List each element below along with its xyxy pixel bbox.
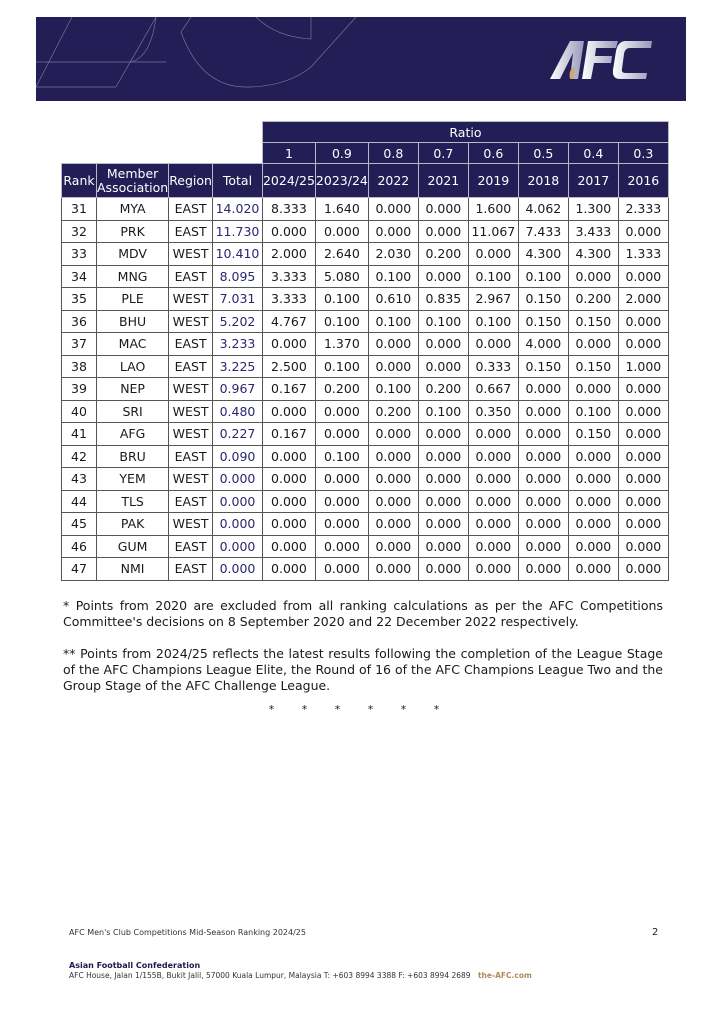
table-row (62, 265, 669, 288)
season-points-cell: 7.433 (518, 220, 568, 243)
season-points-cell: 4.000 (518, 333, 568, 356)
season-points-cell: 0.100 (315, 310, 368, 333)
season-points-cell: 0.000 (568, 558, 618, 581)
season-points-cell: 5.080 (315, 265, 368, 288)
page-number: 2 (652, 927, 659, 938)
col-season: 2016 (618, 164, 668, 198)
total-cell: 0.000 (212, 490, 262, 513)
season-points-cell: 0.000 (418, 355, 468, 378)
table-row (62, 378, 669, 401)
season-points-cell: 2.333 (618, 198, 668, 221)
season-points-cell: 0.000 (618, 468, 668, 491)
season-points-cell: 0.000 (315, 513, 368, 536)
member-association-cell: PAK (97, 513, 169, 536)
season-points-cell: 0.000 (518, 423, 568, 446)
season-points-cell: 0.610 (368, 288, 418, 311)
season-points-cell: 0.000 (418, 513, 468, 536)
season-points-cell: 0.000 (368, 423, 418, 446)
season-points-cell: 0.000 (418, 445, 468, 468)
footer-address (69, 971, 532, 980)
season-points-cell: 0.000 (568, 513, 618, 536)
season-points-cell: 0.000 (518, 400, 568, 423)
member-association-cell: GUM (97, 535, 169, 558)
region-cell: EAST (169, 558, 213, 581)
col-season: 2019 (468, 164, 518, 198)
season-points-cell: 0.000 (568, 265, 618, 288)
season-points-cell: 0.000 (368, 198, 418, 221)
season-points-cell: 2.000 (618, 288, 668, 311)
season-points-cell: 0.000 (315, 220, 368, 243)
region-cell: EAST (169, 198, 213, 221)
season-points-cell: 0.150 (568, 310, 618, 333)
season-points-cell: 0.000 (262, 513, 315, 536)
rank-cell: 40 (62, 400, 97, 423)
table-row (62, 310, 669, 333)
season-points-cell: 0.000 (315, 468, 368, 491)
season-points-cell: 0.000 (468, 468, 518, 491)
total-cell: 0.000 (212, 558, 262, 581)
col-region: Region (169, 164, 213, 198)
member-association-cell: MAC (97, 333, 169, 356)
season-points-cell: 0.100 (368, 265, 418, 288)
season-points-cell: 0.100 (418, 310, 468, 333)
season-points-cell: 0.150 (518, 310, 568, 333)
rank-cell: 33 (62, 243, 97, 266)
rank-cell: 32 (62, 220, 97, 243)
header-banner (36, 17, 686, 101)
season-points-cell: 0.000 (262, 558, 315, 581)
season-points-cell: 0.350 (468, 400, 518, 423)
season-points-cell: 0.000 (518, 468, 568, 491)
table-row (62, 355, 669, 378)
ratio-cell: 0.8 (368, 143, 418, 164)
col-member-association: Member Association (97, 164, 169, 198)
season-points-cell: 8.333 (262, 198, 315, 221)
season-points-cell: 3.433 (568, 220, 618, 243)
table-row (62, 513, 669, 536)
season-points-cell: 0.000 (368, 445, 418, 468)
season-points-cell: 0.000 (368, 513, 418, 536)
season-points-cell: 0.100 (568, 400, 618, 423)
season-points-cell: 0.000 (262, 535, 315, 558)
region-cell: WEST (169, 288, 213, 311)
season-points-cell: 0.200 (368, 400, 418, 423)
member-association-cell: PRK (97, 220, 169, 243)
total-cell: 0.227 (212, 423, 262, 446)
season-points-cell: 2.967 (468, 288, 518, 311)
table-row (62, 490, 669, 513)
ratio-cell: 0.7 (418, 143, 468, 164)
col-rank: Rank (62, 164, 97, 198)
season-points-cell: 11.067 (468, 220, 518, 243)
season-points-cell: 0.100 (518, 265, 568, 288)
total-cell: 3.233 (212, 333, 262, 356)
total-cell: 0.000 (212, 468, 262, 491)
season-points-cell: 0.000 (418, 220, 468, 243)
season-points-cell: 0.000 (618, 535, 668, 558)
season-points-cell: 2.000 (262, 243, 315, 266)
season-points-cell: 0.000 (618, 490, 668, 513)
season-points-cell: 0.000 (315, 558, 368, 581)
season-points-cell: 0.000 (262, 490, 315, 513)
table-row (62, 198, 669, 221)
member-association-cell: TLS (97, 490, 169, 513)
footer-website-link[interactable]: the-AFC.com (477, 971, 532, 980)
total-cell: 3.225 (212, 355, 262, 378)
total-cell: 0.000 (212, 513, 262, 536)
rank-cell: 41 (62, 423, 97, 446)
season-points-cell: 0.000 (418, 198, 468, 221)
season-points-cell: 0.000 (368, 355, 418, 378)
rank-cell: 45 (62, 513, 97, 536)
season-points-cell: 0.333 (468, 355, 518, 378)
season-points-cell: 0.000 (518, 513, 568, 536)
total-cell: 0.000 (212, 535, 262, 558)
region-cell: WEST (169, 243, 213, 266)
season-points-cell: 0.000 (468, 333, 518, 356)
season-points-cell: 0.000 (315, 400, 368, 423)
member-association-cell: NEP (97, 378, 169, 401)
season-points-cell: 0.000 (315, 490, 368, 513)
season-points-cell: 0.000 (618, 513, 668, 536)
ratio-cell: 0.5 (518, 143, 568, 164)
rank-cell: 38 (62, 355, 97, 378)
season-points-cell: 0.000 (518, 558, 568, 581)
rank-cell: 42 (62, 445, 97, 468)
total-cell: 5.202 (212, 310, 262, 333)
season-points-cell: 0.100 (418, 400, 468, 423)
table-row (62, 423, 669, 446)
region-cell: WEST (169, 423, 213, 446)
rank-cell: 44 (62, 490, 97, 513)
season-points-cell: 2.030 (368, 243, 418, 266)
season-points-cell: 0.000 (468, 535, 518, 558)
total-cell: 7.031 (212, 288, 262, 311)
table-body (62, 198, 669, 581)
ratio-cell: 0.6 (468, 143, 518, 164)
table-row (62, 445, 669, 468)
table-row (62, 333, 669, 356)
season-points-cell: 1.300 (568, 198, 618, 221)
season-points-cell: 0.000 (368, 558, 418, 581)
season-points-cell: 0.000 (315, 535, 368, 558)
season-points-cell: 0.150 (568, 355, 618, 378)
rank-cell: 43 (62, 468, 97, 491)
season-points-cell: 0.000 (418, 265, 468, 288)
season-points-cell: 0.000 (262, 220, 315, 243)
table-row (62, 243, 669, 266)
season-points-cell: 0.200 (315, 378, 368, 401)
ratio-group-header-row (62, 122, 669, 143)
season-points-cell: 0.000 (262, 445, 315, 468)
col-season: 2018 (518, 164, 568, 198)
season-points-cell: 4.300 (518, 243, 568, 266)
season-points-cell: 0.150 (568, 423, 618, 446)
season-points-cell: 0.000 (618, 445, 668, 468)
season-points-cell: 0.000 (262, 400, 315, 423)
season-points-cell: 0.000 (418, 333, 468, 356)
rank-cell: 34 (62, 265, 97, 288)
ranking-table (61, 121, 669, 581)
member-association-cell: MDV (97, 243, 169, 266)
table-row (62, 400, 669, 423)
season-points-cell: 0.000 (618, 310, 668, 333)
season-points-cell: 4.062 (518, 198, 568, 221)
season-points-cell: 0.000 (618, 265, 668, 288)
member-association-cell: PLE (97, 288, 169, 311)
column-header-row (62, 164, 669, 198)
rank-cell: 39 (62, 378, 97, 401)
season-points-cell: 0.100 (468, 265, 518, 288)
region-cell: WEST (169, 513, 213, 536)
member-association-cell: BRU (97, 445, 169, 468)
total-cell: 0.967 (212, 378, 262, 401)
season-points-cell: 0.000 (418, 558, 468, 581)
region-cell: EAST (169, 355, 213, 378)
season-points-cell: 0.000 (618, 558, 668, 581)
season-points-cell: 0.000 (518, 535, 568, 558)
season-points-cell: 0.100 (368, 310, 418, 333)
season-points-cell: 0.000 (518, 445, 568, 468)
total-cell: 10.410 (212, 243, 262, 266)
table-row (62, 220, 669, 243)
region-cell: EAST (169, 445, 213, 468)
rank-cell: 35 (62, 288, 97, 311)
season-points-cell: 0.835 (418, 288, 468, 311)
section-separator: * * * * * * (268, 703, 452, 716)
footer-document-title: AFC Men's Club Competitions Mid-Season Ranking 2024/25 (69, 928, 306, 937)
season-points-cell: 0.000 (418, 423, 468, 446)
season-points-cell: 4.767 (262, 310, 315, 333)
season-points-cell: 0.000 (468, 490, 518, 513)
member-association-cell: LAO (97, 355, 169, 378)
season-points-cell: 3.333 (262, 265, 315, 288)
member-association-cell: BHU (97, 310, 169, 333)
season-points-cell: 1.000 (618, 355, 668, 378)
season-points-cell: 0.000 (518, 378, 568, 401)
rank-cell: 46 (62, 535, 97, 558)
season-points-cell: 0.000 (468, 423, 518, 446)
ratio-group-header: Ratio (262, 122, 668, 143)
ratio-values-row (62, 143, 669, 164)
season-points-cell: 1.333 (618, 243, 668, 266)
rank-cell: 31 (62, 198, 97, 221)
footnote-2024-25-points: ** Points from 2024/25 reflects the latest results following the completion of the League Stage of the AFC Champions League Elite, the Round of 16 of the AFC Champions League Two and the Group Stage of the AFC Challenge League. (63, 646, 663, 693)
season-points-cell: 4.300 (568, 243, 618, 266)
ratio-cell: 1 (262, 143, 315, 164)
region-cell: EAST (169, 333, 213, 356)
season-points-cell: 0.000 (418, 490, 468, 513)
rank-cell: 47 (62, 558, 97, 581)
member-association-cell: NMI (97, 558, 169, 581)
season-points-cell: 0.000 (618, 400, 668, 423)
col-season: 2024/25 (262, 164, 315, 198)
region-cell: WEST (169, 378, 213, 401)
season-points-cell: 0.000 (568, 535, 618, 558)
ratio-cell: 0.3 (618, 143, 668, 164)
col-season: 2023/24 (315, 164, 368, 198)
season-points-cell: 0.000 (468, 513, 518, 536)
season-points-cell: 0.200 (568, 288, 618, 311)
region-cell: EAST (169, 265, 213, 288)
season-points-cell: 2.500 (262, 355, 315, 378)
table-row (62, 468, 669, 491)
footer-org-name: Asian Football Confederation (69, 961, 201, 970)
col-total: Total (212, 164, 262, 198)
season-points-cell: 0.000 (568, 445, 618, 468)
table-row (62, 288, 669, 311)
season-points-cell: 0.000 (262, 468, 315, 491)
footnotes (63, 598, 663, 710)
afc-logo (548, 39, 658, 81)
member-association-cell: YEM (97, 468, 169, 491)
total-cell: 0.480 (212, 400, 262, 423)
season-points-cell: 0.000 (468, 445, 518, 468)
season-points-cell: 0.200 (418, 243, 468, 266)
col-season: 2021 (418, 164, 468, 198)
season-points-cell: 0.000 (518, 490, 568, 513)
season-points-cell: 0.000 (368, 535, 418, 558)
region-cell: EAST (169, 490, 213, 513)
season-points-cell: 0.100 (468, 310, 518, 333)
table-row (62, 558, 669, 581)
season-points-cell: 0.000 (418, 535, 468, 558)
season-points-cell: 1.600 (468, 198, 518, 221)
season-points-cell: 0.000 (618, 423, 668, 446)
season-points-cell: 0.150 (518, 288, 568, 311)
season-points-cell: 0.150 (518, 355, 568, 378)
member-association-cell: SRI (97, 400, 169, 423)
rank-cell: 36 (62, 310, 97, 333)
season-points-cell: 0.000 (368, 468, 418, 491)
member-association-cell: MYA (97, 198, 169, 221)
col-season: 2022 (368, 164, 418, 198)
footnote-2020-exclusion: * Points from 2020 are excluded from all ranking calculations as per the AFC Competitions Committee's decisions on 8 September 2020 and 22 December 2022 respectively. (63, 598, 663, 629)
season-points-cell: 0.200 (418, 378, 468, 401)
season-points-cell: 0.100 (315, 288, 368, 311)
season-points-cell: 1.370 (315, 333, 368, 356)
member-association-cell: MNG (97, 265, 169, 288)
season-points-cell: 0.000 (418, 468, 468, 491)
season-points-cell: 0.000 (618, 220, 668, 243)
total-cell: 14.020 (212, 198, 262, 221)
col-season: 2017 (568, 164, 618, 198)
season-points-cell: 0.167 (262, 423, 315, 446)
total-cell: 8.095 (212, 265, 262, 288)
season-points-cell: 0.100 (368, 378, 418, 401)
season-points-cell: 3.333 (262, 288, 315, 311)
ratio-cell: 0.9 (315, 143, 368, 164)
season-points-cell: 0.167 (262, 378, 315, 401)
season-points-cell: 0.000 (262, 333, 315, 356)
season-points-cell: 0.000 (568, 378, 618, 401)
season-points-cell: 0.000 (568, 490, 618, 513)
season-points-cell: 0.000 (368, 220, 418, 243)
rank-cell: 37 (62, 333, 97, 356)
season-points-cell: 0.000 (618, 378, 668, 401)
season-points-cell: 0.000 (568, 468, 618, 491)
season-points-cell: 0.000 (468, 243, 518, 266)
season-points-cell: 0.000 (468, 558, 518, 581)
season-points-cell: 0.000 (568, 333, 618, 356)
region-cell: WEST (169, 468, 213, 491)
ratio-cell: 0.4 (568, 143, 618, 164)
table-row (62, 535, 669, 558)
member-association-cell: AFG (97, 423, 169, 446)
season-points-cell: 0.667 (468, 378, 518, 401)
footer-address-text: AFC House, Jalan 1/155B, Bukit Jalil, 57000 Kuala Lumpur, Malaysia T: +603 8994 3388 F: +603 8994 2689 (69, 971, 471, 980)
season-points-cell: 0.000 (618, 333, 668, 356)
season-points-cell: 0.000 (368, 490, 418, 513)
season-points-cell: 0.000 (315, 423, 368, 446)
season-points-cell: 1.640 (315, 198, 368, 221)
region-cell: WEST (169, 310, 213, 333)
season-points-cell: 0.100 (315, 445, 368, 468)
region-cell: WEST (169, 400, 213, 423)
season-points-cell: 2.640 (315, 243, 368, 266)
season-points-cell: 0.000 (368, 333, 418, 356)
total-cell: 11.730 (212, 220, 262, 243)
region-cell: EAST (169, 220, 213, 243)
total-cell: 0.090 (212, 445, 262, 468)
season-points-cell: 0.100 (315, 355, 368, 378)
region-cell: EAST (169, 535, 213, 558)
